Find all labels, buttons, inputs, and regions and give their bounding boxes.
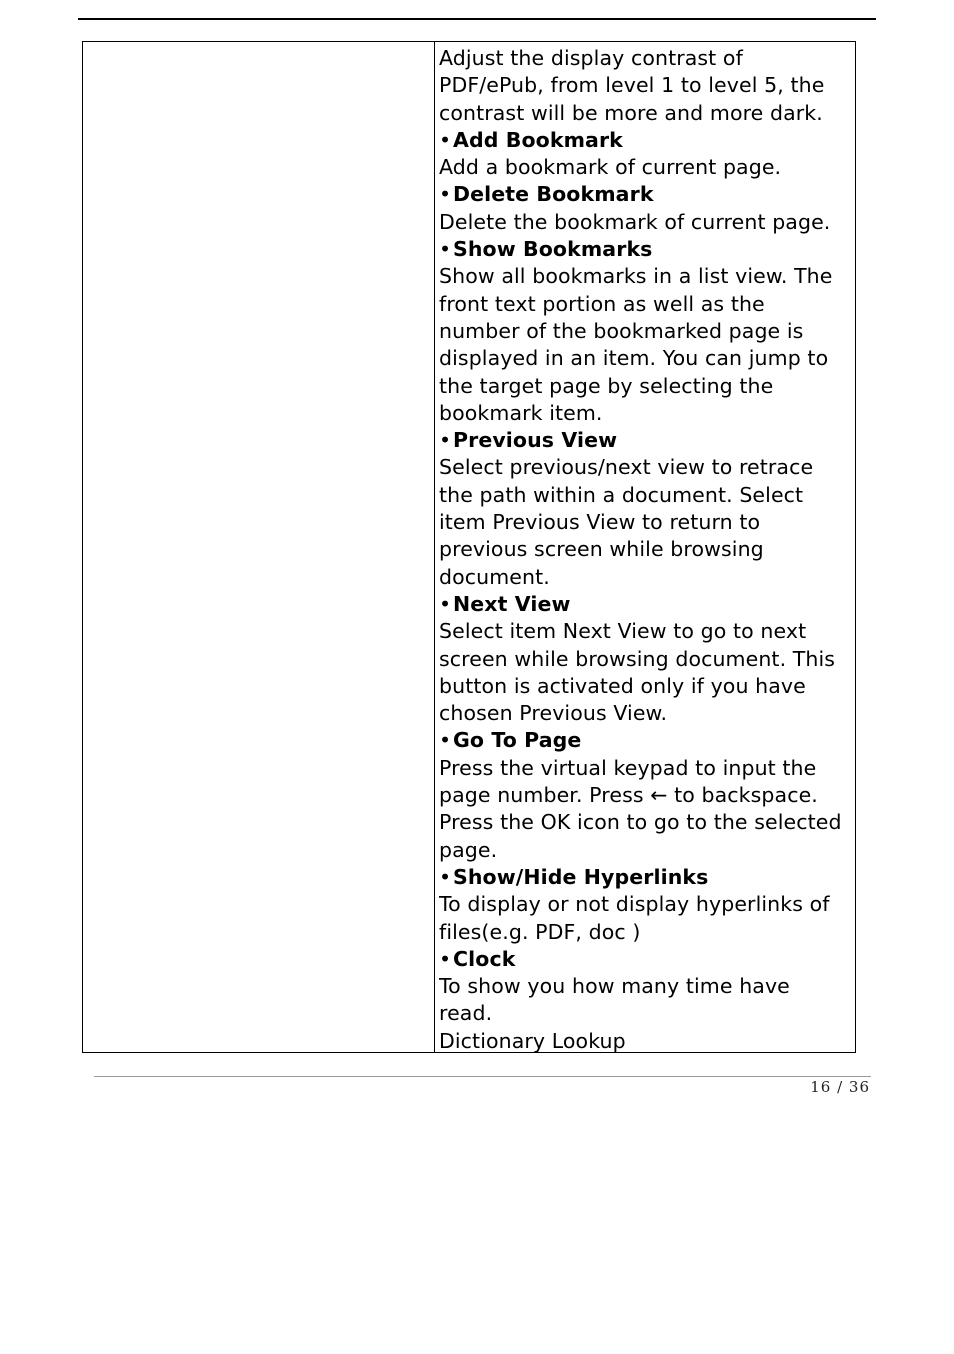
heading-label: Next View	[453, 591, 571, 616]
body-text-line	[439, 454, 847, 481]
body-text-line	[439, 564, 847, 591]
heading-label: Add Bookmark	[453, 127, 623, 152]
body-text-line	[439, 100, 847, 127]
text-content: screen while browsing document. This	[439, 646, 836, 671]
body-text-line	[439, 373, 847, 400]
text-content: To show you how many time have	[439, 974, 790, 999]
body-text-line	[439, 919, 847, 946]
text-content: button is activated only if you have	[439, 673, 806, 698]
footer-rule	[94, 1076, 871, 1077]
body-text-line	[439, 482, 847, 509]
text-content: the target page by selecting the	[439, 373, 774, 398]
section-heading	[439, 946, 847, 973]
body-text-line	[439, 318, 847, 345]
text-content: chosen Previous View.	[439, 701, 668, 726]
section-heading	[439, 591, 847, 618]
heading-label: Delete Bookmark	[453, 182, 654, 207]
bullet-icon: •	[439, 864, 452, 889]
body-text-line	[439, 263, 847, 290]
text-content: Delete the bookmark of current page.	[439, 209, 831, 234]
text-content: contrast will be more and more dark.	[439, 100, 823, 125]
text-content: read.	[439, 1001, 493, 1026]
body-text-line	[439, 618, 847, 645]
body-text-line	[439, 345, 847, 372]
section-heading	[439, 127, 847, 154]
text-content: item Previous View to return to	[439, 510, 761, 535]
body-text-line	[439, 1028, 847, 1055]
text-content: number of the bookmarked page is	[439, 318, 804, 343]
text-content: To display or not display hyperlinks of	[439, 892, 830, 917]
section-heading	[439, 181, 847, 208]
body-text-line	[439, 837, 847, 864]
heading-label: Show/Hide Hyperlinks	[453, 864, 709, 889]
heading-label: Go To Page	[453, 728, 582, 753]
body-text-line	[439, 72, 847, 99]
text-content: the path within a document. Select	[439, 482, 804, 507]
bullet-icon: •	[439, 182, 452, 207]
table-right-cell	[435, 42, 855, 1052]
bullet-icon: •	[439, 946, 452, 971]
heading-label: Previous View	[453, 428, 618, 453]
text-content: page number. Press ← to backspace.	[439, 783, 818, 808]
body-text-line	[439, 891, 847, 918]
text-content: PDF/ePub, from level 1 to level 5, the	[439, 73, 825, 98]
bullet-icon: •	[439, 728, 452, 753]
heading-label: Clock	[453, 946, 516, 971]
body-text-line	[439, 509, 847, 536]
body-text-line	[439, 755, 847, 782]
body-text-line	[439, 782, 847, 809]
body-text-line	[439, 809, 847, 836]
page-number: 16 / 36	[810, 1078, 870, 1096]
text-content: Dictionary Lookup	[439, 1028, 626, 1053]
body-text-line	[439, 646, 847, 673]
text-content: bookmark item.	[439, 400, 603, 425]
section-heading	[439, 864, 847, 891]
body-text-line	[439, 673, 847, 700]
text-content: page.	[439, 837, 498, 862]
text-content: Show all bookmarks in a list view. The	[439, 264, 833, 289]
text-content: document.	[439, 564, 550, 589]
section-heading	[439, 727, 847, 754]
body-text-line	[439, 536, 847, 563]
text-content: Select previous/next view to retrace	[439, 455, 814, 480]
text-content: Press the virtual keypad to input the	[439, 755, 817, 780]
bullet-icon: •	[439, 428, 452, 453]
text-content: Press the OK icon to go to the selected	[439, 810, 842, 835]
body-text-line	[439, 291, 847, 318]
heading-label: Show Bookmarks	[453, 237, 653, 262]
body-text-line	[439, 209, 847, 236]
body-text-line	[439, 400, 847, 427]
body-text-line	[439, 1000, 847, 1027]
text-content: Add a bookmark of current page.	[439, 155, 782, 180]
section-heading	[439, 427, 847, 454]
body-text-line	[439, 154, 847, 181]
text-content: previous screen while browsing	[439, 537, 764, 562]
bullet-icon: •	[439, 127, 452, 152]
text-content: displayed in an item. You can jump to	[439, 346, 829, 371]
text-content: files(e.g. PDF, doc )	[439, 919, 641, 944]
bullet-icon: •	[439, 591, 452, 616]
section-heading	[439, 236, 847, 263]
table-left-cell	[83, 42, 435, 1052]
text-content: Adjust the display contrast of	[439, 46, 743, 70]
text-content: Select item Next View to go to next	[439, 619, 807, 644]
body-text-line	[439, 45, 847, 72]
bullet-icon: •	[439, 237, 452, 262]
header-rule	[78, 18, 876, 20]
body-text-line	[439, 700, 847, 727]
body-text-line	[439, 973, 847, 1000]
content-table	[82, 41, 856, 1053]
text-content: front text portion as well as the	[439, 291, 765, 316]
